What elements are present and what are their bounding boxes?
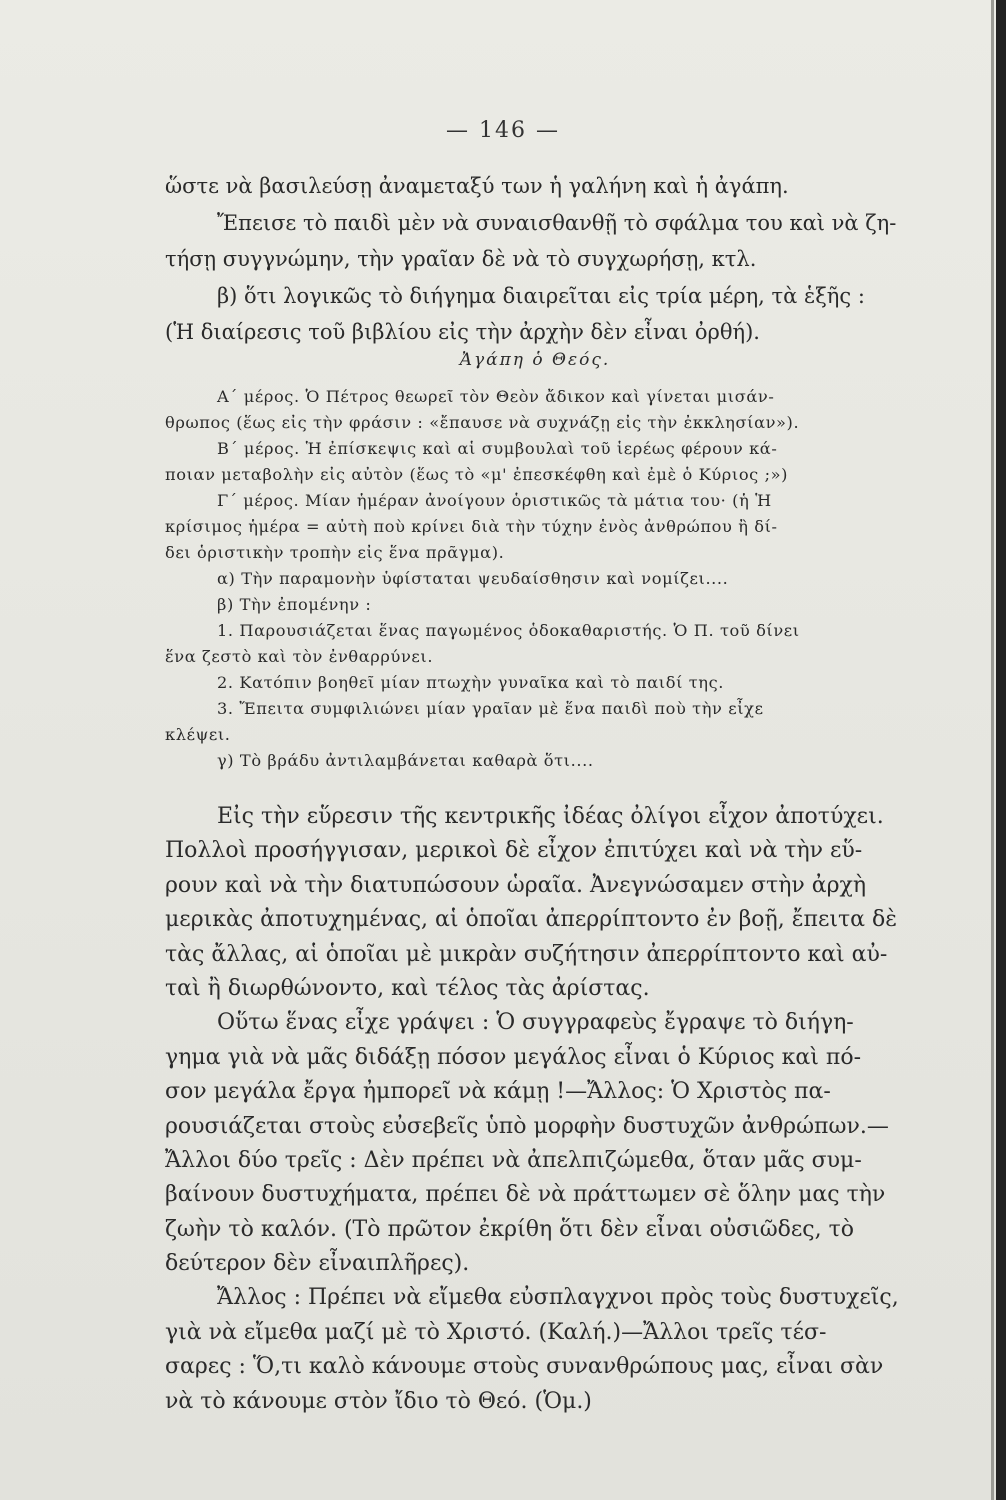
text-line: ὥστε νὰ βασιλεύσῃ ἀναμεταξύ των ἡ γαλήνη καὶ ἡ ἀγάπη. xyxy=(165,174,789,198)
text-line: σαρες : Ὅ,τι καλὸ κάνουμε στοὺς συνανθρώπους μας, εἶναι σὰν xyxy=(165,1354,884,1380)
text-line: β) Τὴν ἐπομένην : xyxy=(217,595,372,614)
text-line: δει ὁριστικὴν τροπὴν εἰς ἕνα πρᾶγμα). xyxy=(165,543,505,562)
text-line: 2. Κατόπιν βοηθεῖ μίαν πτωχὴν γυναῖκα καὶ τὸ παιδί της. xyxy=(217,673,725,692)
text-line: 1. Παρουσιάζεται ἕνας παγωμένος ὁδοκαθαριστής. Ὁ Π. τοῦ δίνει xyxy=(217,621,800,640)
text-line: ρουν καὶ νὰ τὴν διατυπώσουν ὡραῖα. Ἀνεγνώσαμεν στὴν ἀρχὴ xyxy=(165,872,867,898)
text-line: β) ὅτι λογικῶς τὸ διήγημα διαιρεῖται εἰς τρία μέρη, τὰ ἑξῆς : xyxy=(217,283,865,308)
text-line: Β΄ μέρος. Ἡ ἐπίσκεψις καὶ αἱ συμβουλαὶ τοῦ ἱερέως φέρουν κά- xyxy=(217,439,778,458)
text-line: ρουσιάζεται στοὺς εὐσεβεῖς ὑπὸ μορφὴν δυστυχῶν ἀνθρώπων.— xyxy=(165,1113,889,1139)
text-line: Οὕτω ἕνας εἶχε γράψει : Ὁ συγγραφεὺς ἔγραψε τὸ διήγη- xyxy=(217,1010,854,1036)
text-line: Πολλοὶ προσήγγισαν, μερικοὶ δὲ εἶχον ἐπιτύχει καὶ νὰ τὴν εὕ- xyxy=(165,838,863,864)
text-line: ἕνα ζεστὸ καὶ τὸν ἐνθαρρύνει. xyxy=(165,647,434,666)
text-line: Ἔπεισε τὸ παιδὶ μὲν νὰ συναισθανθῇ τὸ σφάλμα του καὶ νὰ ζη- xyxy=(217,210,897,235)
page-edge-line xyxy=(991,0,994,1500)
text-line: θρωπος (ἕως εἰς τὴν φράσιν : «ἔπαυσε νὰ συχνάζῃ εἰς τὴν ἐκκλησίαν»). xyxy=(165,413,800,432)
text-line: Γ΄ μέρος. Μίαν ἡμέραν ἀνοίγουν ὁριστικῶς τὰ μάτια του· (ἡ Ἡ xyxy=(217,491,772,510)
text-line: μερικὰς ἀποτυχημένας, αἱ ὁποῖαι ἀπερρίπτοντο ἐν βοῇ, ἔπειτα δὲ xyxy=(165,907,898,933)
text-line: α) Τὴν παραμονὴν ὑφίσταται ψευδαίσθησιν καὶ νομίζει.... xyxy=(217,569,729,588)
section-heading: Ἀγάπη ὁ Θεός. xyxy=(459,350,611,370)
text-line: τήσῃ συγγνώμην, τὴν γραῖαν δὲ νὰ τὸ συγχωρήσῃ, κτλ. xyxy=(165,247,757,272)
page-edge-shadow xyxy=(996,0,1006,1500)
text-line: νὰ τὸ κάνουμε στὸν ἴδιο τὸ Θεό. (Ὁμ.) xyxy=(165,1388,592,1414)
text-line: κλέψει. xyxy=(165,725,231,744)
text-line: γ) Τὸ βράδυ ἀντιλαμβάνεται καθαρὰ ὅτι.... xyxy=(217,751,594,770)
text-line: ποιαν μεταβολὴν εἰς αὐτὸν (ἕως τὸ «μ' ἐπεσκέφθη καὶ ἐμὲ ὁ Κύριος ;») xyxy=(165,465,789,484)
page-number: — 146 — xyxy=(446,118,560,143)
text-line: γιὰ νὰ εἴμεθα μαζί μὲ τὸ Χριστό. (Καλή.)—Ἄλλοι τρεῖς τέσ- xyxy=(165,1319,827,1345)
text-line: δεύτερον δὲν εἶναιπλῆρες). xyxy=(165,1251,470,1277)
outline-section xyxy=(165,384,905,774)
text-line: ζωὴν τὸ καλόν. (Τὸ πρῶτον ἐκρίθη ὅτι δὲν εἶναι οὐσιῶδες, τὸ xyxy=(165,1216,855,1242)
text-line: σον μεγάλα ἔργα ἠμπορεῖ νὰ κάμῃ !—Ἄλλος: Ὁ Χριστὸς πα- xyxy=(165,1079,831,1105)
text-line: Α΄ μέρος. Ὁ Πέτρος θεωρεῖ τὸν Θεὸν ἄδικον καὶ γίνεται μισάν- xyxy=(217,387,775,406)
text-line: Ἄλλος : Πρέπει νὰ εἴμεθα εὐσπλαγχνοι πρὸς τοὺς δυστυχεῖς, xyxy=(217,1285,899,1311)
text-line: τὰς ἄλλας, αἱ ὁποῖαι μὲ μικρὰν συζήτησιν ἀπερρίπτοντο καὶ αὐ- xyxy=(165,941,888,967)
text-line: ταὶ ἢ διωρθώνοντο, καὶ τέλος τὰς ἀρίστας. xyxy=(165,975,650,1001)
discussion-section xyxy=(165,800,905,1419)
text-line: κρίσιμος ἡμέρα = αὐτὴ ποὺ κρίνει διὰ τὴν τύχην ἑνὸς ἀνθρώπου ἢ δί- xyxy=(165,517,778,536)
text-line: βαίνουν δυστυχήματα, πρέπει δὲ νὰ πράττωμεν σὲ ὅλην μας τὴν xyxy=(165,1182,886,1208)
text-line: (Ἡ διαίρεσις τοῦ βιβλίου εἰς τὴν ἀρχὴν δὲν εἶναι ὀρθή). xyxy=(165,320,760,345)
intro-paragraph xyxy=(165,168,905,351)
text-line: 3. Ἔπειτα συμφιλιώνει μίαν γραῖαν μὲ ἕνα παιδὶ ποὺ τὴν εἶχε xyxy=(217,699,764,718)
text-line: Εἰς τὴν εὕρεσιν τῆς κεντρικῆς ἰδέας ὀλίγοι εἶχον ἀποτύχει. xyxy=(217,804,884,829)
text-line: Ἄλλοι δύο τρεῖς : Δὲν πρέπει νὰ ἀπελπιζώμεθα, ὅταν μᾶς συμ- xyxy=(165,1147,862,1173)
text-line: γημα γιὰ νὰ μᾶς διδάξῃ πόσον μεγάλος εἶναι ὁ Κύριος καὶ πό- xyxy=(165,1044,861,1070)
